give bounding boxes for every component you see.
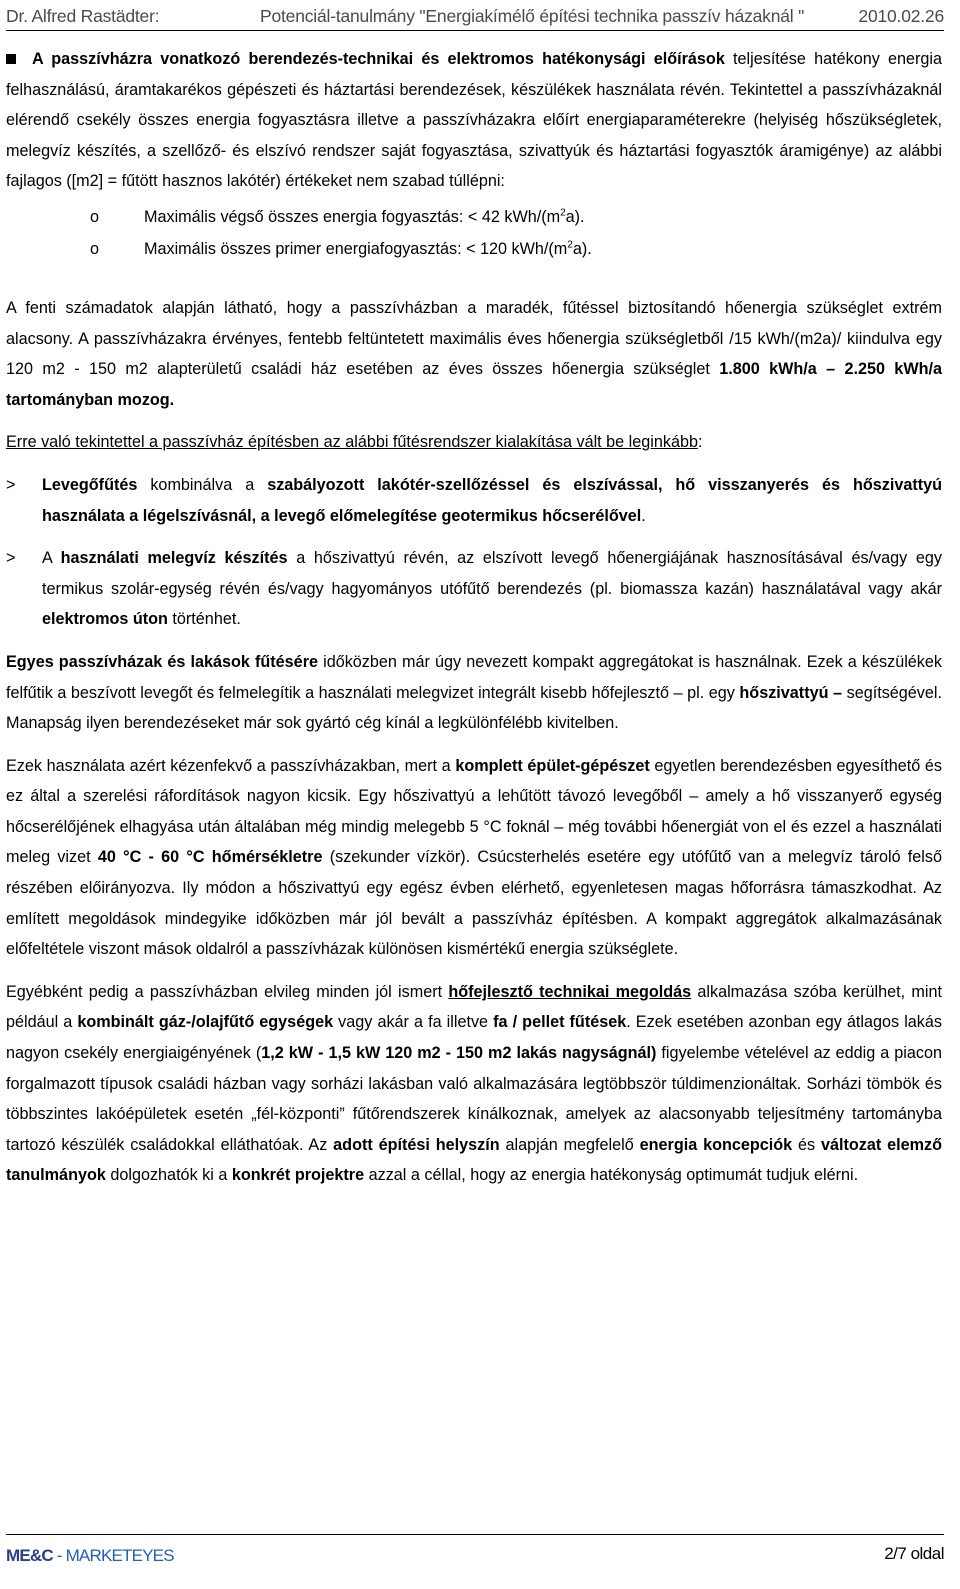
page-number: 2/7 oldal bbox=[884, 1544, 944, 1563]
bold-text: energia koncepciók bbox=[639, 1135, 793, 1154]
bold-underlined-text: hőfejlesztő technikai megoldás bbox=[448, 982, 692, 1001]
limit-text: Maximális összes primer energiafogyasztás: < 120 kWh/(m bbox=[144, 239, 568, 258]
paragraph-text: . bbox=[641, 506, 646, 525]
bold-text: Levegőfűtés bbox=[42, 475, 138, 494]
limit-tail: a). bbox=[572, 239, 592, 258]
paragraph-text: vagy akár a fa illetve bbox=[333, 1013, 494, 1032]
paragraph-text: azzal a céllal, hogy az energia hatékonyság optimumát tudjuk elérni. bbox=[364, 1166, 859, 1185]
bold-text: 40 °C - 60 °C hőmérsékletre bbox=[97, 848, 323, 867]
paragraph-text: : bbox=[697, 433, 703, 452]
list-item bbox=[90, 201, 942, 233]
paragraph-text: egyetlen berendezésben egyesíthető és ez által a szerelési ráfordítások nagyon kicsik. Egy hőszivattyú a lehűtött távozó levegőből – amely a hő visszanyerő egység hőcserélőjének elhagyása után általában még mindig melegebb 5 °C foknál – még további hőenergiát von el és ezzel a használati meleg vizet bbox=[6, 756, 942, 867]
paragraph-text: (szekunder vízkör). Csúcsterhelés esetére egy utófűtő van a melegvíz tároló felső részében előirányozva. Ily módon a hőszivattyú egy egész évben elérhető, egyenletesen magas hőforrásra támaszkodhat. Az említett megoldások mindegyike időközben már jól bevált a passzívház építésben. A kompakt aggregátok alkalmazásának előfeltétele viszont mások oldalról a passzívházak különösen kismértékű energia szükséglete. bbox=[6, 848, 943, 959]
paragraph-text: segítségével. Manapság ilyen berendezéseket már sok gyártó cég kínál a legkülönfélébb kivitelben. bbox=[6, 683, 942, 733]
limit-sup: 2 bbox=[567, 239, 573, 251]
page-header bbox=[6, 4, 944, 28]
limit-text: Maximális végső összes energia fogyasztás: < 42 kWh/(m bbox=[144, 207, 561, 226]
arrow-item-hot-water bbox=[6, 543, 942, 635]
bold-text: kombinált gáz-/olajfűtő egységek bbox=[77, 1013, 334, 1032]
paragraph-text: a hőszivattyú révén, az elszívott levegő hőenergiájának hasznosításával és/vagy egy termikus szolár-egység révén és/vagy hagyományos utófűtő berendezés (pl. biomassza kazán) használatával vagy akár bbox=[42, 549, 942, 598]
paragraph-text: . Ezek esetében azonban egy átlagos lakás nagyon csekély energiaigényének ( bbox=[6, 1013, 942, 1063]
header-author: Dr. Alfred Rastädter: bbox=[6, 6, 160, 26]
bold-text: 1.800 kWh/a – 2.250 kWh/a tartományban mozog. bbox=[6, 360, 942, 409]
circle-bullet-icon: o bbox=[90, 207, 100, 226]
bold-text: konkrét projektre bbox=[231, 1166, 365, 1185]
bold-text: komplett épület-gépészet bbox=[455, 756, 650, 775]
compact-units-paragraph bbox=[6, 647, 942, 739]
company-logo bbox=[6, 1546, 174, 1566]
logo-text: - MARKETEYES bbox=[52, 1546, 174, 1565]
limit-tail: a). bbox=[565, 207, 585, 226]
bold-text: változat elemző tanulmányok bbox=[6, 1135, 942, 1185]
paragraph-text: alapján megfelelő bbox=[499, 1135, 640, 1154]
heating-system-intro bbox=[6, 427, 942, 458]
bold-text: elektromos úton bbox=[42, 610, 168, 629]
heat-demand-paragraph bbox=[6, 293, 942, 415]
intro-paragraph bbox=[6, 44, 942, 197]
document-body bbox=[6, 44, 942, 1191]
paragraph-text: kombinálva a bbox=[137, 475, 268, 494]
bold-text: 1,2 kW - 1,5 kW 120 m2 - 150 m2 lakás nagyságnál) bbox=[261, 1044, 657, 1063]
heat-generator-paragraph bbox=[6, 977, 942, 1191]
header-date: 2010.02.26 bbox=[858, 6, 944, 26]
paragraph-text: időközben már úgy nevezett kompakt aggregátokat is használnak. Ezek a készülékek felfűtik a beszívott levegőt és felmelegítik a használati melegvizet integrált kisebb hőfejlesztő – pl. egy bbox=[6, 652, 942, 702]
limits-list bbox=[6, 201, 942, 265]
header-divider bbox=[6, 30, 944, 31]
bold-text: Egyes passzívházak és lakások fűtésére bbox=[6, 652, 318, 671]
paragraph-text: történhet. bbox=[167, 610, 241, 629]
arrow-bullet-icon: > bbox=[6, 549, 16, 568]
footer-divider bbox=[6, 1534, 944, 1535]
arrow-item-air-heating bbox=[6, 470, 942, 531]
paragraph-text: alkalmazása szóba kerülhet, mint például a bbox=[6, 982, 942, 1032]
square-bullet-icon bbox=[6, 54, 16, 64]
paragraph-text: és bbox=[792, 1135, 821, 1154]
intro-text: teljesítése hatékony energia felhasználású, áramtakarékos gépészeti és háztartási berendezések, készülékek használata révén. Tekintettel a passzívházaknál elérendő csekély összes energia fogyasztásra illetve a passzívházakra előírt energiaparaméterekre (helyiség hőszükségletek, melegvíz készítés, a szellőző- és elszívó rendszer saját fogyasztása, szivattyúk és háztartási fogyasztók áramigénye) az alábbi fajlagos ([m2] = fűtött hasznos lakótér) értékeket nem szabad túllépni: bbox=[6, 50, 942, 191]
circle-bullet-icon: o bbox=[90, 239, 100, 258]
arrow-bullet-icon: > bbox=[6, 475, 16, 494]
paragraph-text: Egyébként pedig a passzívházban elvileg minden jól ismert bbox=[6, 982, 449, 1001]
page-footer bbox=[6, 1530, 944, 1570]
paragraph-text: figyelembe vételével az eddig a piacon forgalmazott típusok családi házban vagy sorházi lakásban való alkalmazására legtöbbször túldimenzionáltak. Sorházi tömbök és többszintes lakóépületek esetén „fél-központi” fűtőrendszerek kínálkoznak, amelyek az alacsonyabb teljesítmény tartományba tartozó készülék családokkal elláthatóak. Az bbox=[6, 1044, 942, 1154]
header-title: Potenciál-tanulmány "Energiakímélő építési technika passzív házaknál " bbox=[260, 6, 805, 26]
list-item bbox=[90, 233, 942, 265]
paragraph-text: A bbox=[42, 549, 61, 568]
underlined-text: Erre való tekintettel a passzívház építésben az alábbi fűtésrendszer kialakítása vált be leginkább bbox=[6, 433, 698, 452]
bold-text: szabályozott lakótér-szellőzéssel és elszívással, hő visszanyerés és hőszivattyú használata a légelszívásnál, a levegő előmelegítése geotermikus hőcserélővel bbox=[42, 475, 942, 525]
bold-text: fa / pellet fűtések bbox=[493, 1013, 627, 1032]
bold-text: adott építési helyszín bbox=[333, 1135, 500, 1154]
limit-sup: 2 bbox=[560, 207, 566, 219]
paragraph-text: A fenti számadatok alapján látható, hogy a passzívházban a maradék, fűtéssel biztosítandó hőenergia szükséglet extrém alacsony. A passzívházakra érvényes, fentebb feltüntetett maximális éves hőenergia szükségletből /15 kWh/(m2a)/ kiindulva egy 120 m2 - 150 m2 alapterületű családi ház esetében az éves összes hőenergia szükséglet bbox=[6, 298, 942, 379]
intro-heading: A passzívházra vonatkozó berendezés-technikai és elektromos hatékonysági előírások bbox=[32, 50, 725, 68]
paragraph-text: Ezek használata azért kézenfekvő a passzívházakban, mert a bbox=[6, 756, 456, 775]
paragraph-text: dolgozhatók ki a bbox=[105, 1166, 232, 1185]
logo-text: ME&C bbox=[6, 1546, 53, 1565]
usage-paragraph bbox=[6, 751, 942, 965]
bold-text: használati melegvíz készítés bbox=[60, 549, 288, 568]
bold-text: hőszivattyú – bbox=[739, 683, 843, 702]
